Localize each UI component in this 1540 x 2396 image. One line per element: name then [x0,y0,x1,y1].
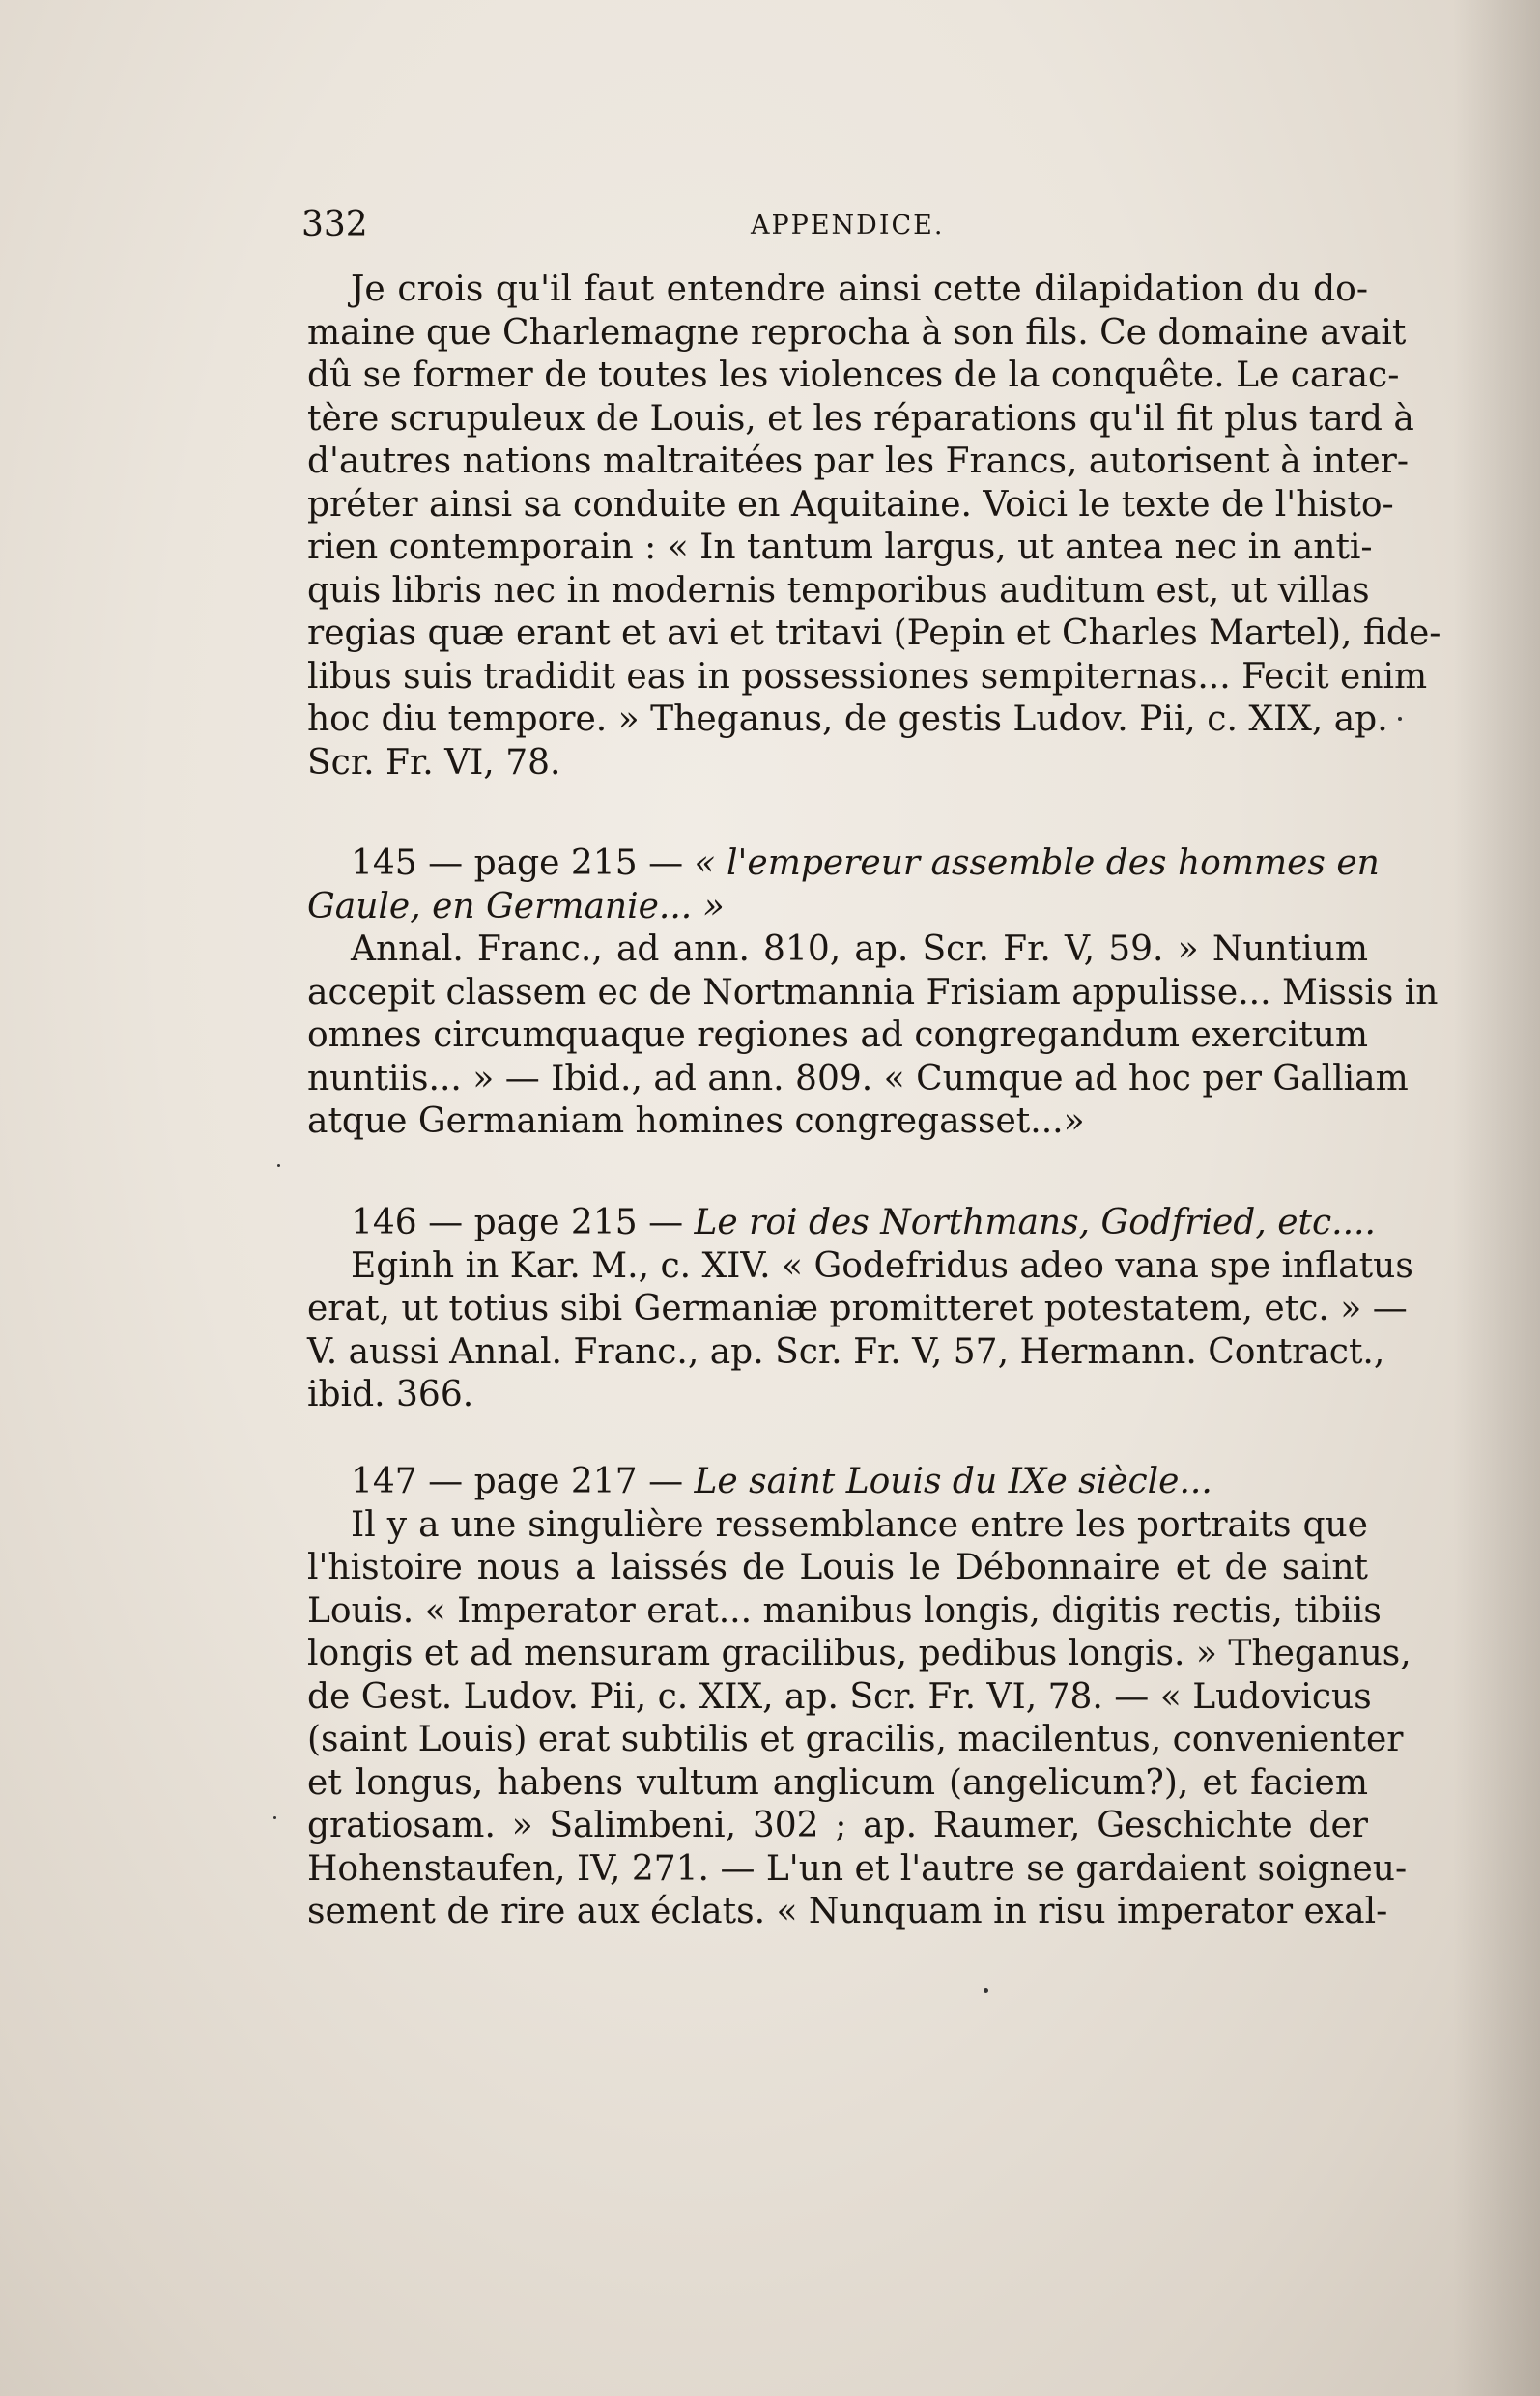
text-line: préter ainsi sa conduite en Aquitaine. Voici le texte de l'histo- [307,484,1394,525]
text-line: atque Germaniam homines congregasset...» [307,1101,1085,1141]
text-line: erat, ut totius sibi Germaniæ promitteret potestatem, etc. » — [307,1289,1408,1328]
note-number: 145 [351,843,417,883]
running-head: APPENDICE. [751,211,945,241]
text-line: ibid. 366. [307,1375,474,1414]
page-number: 332 [301,205,368,244]
note-147 [307,1461,1412,1934]
text-line: omnes circumquaque regiones ad congregandum exercitum [307,1015,1369,1055]
text-line: Hohenstaufen, IV, 271. — L'un et l'autre se gardaient soigneu- [307,1848,1408,1889]
text-line: (saint Louis) erat subtilis et gracilis, macilentus, convenienter [307,1720,1404,1759]
note-146 [307,1202,1413,1417]
text-line: gratiosam. » Salimbeni, 302 ; ap. Raumer, Geschichte der [307,1806,1368,1845]
text-line: sement de rire aux éclats. « Nunquam in risu imperator exal- [307,1892,1388,1931]
ink-speck [277,1164,280,1167]
text-line: hoc diu tempore. » Theganus, de gestis Ludov. Pii, c. XIX, ap. [307,699,1388,739]
note-page-ref: — page 215 — [416,843,695,883]
text-line: Louis. « Imperator erat... manibus longis, digitis rectis, tibiis [307,1590,1382,1631]
text-line: Scr. Fr. VI, 78. [307,742,561,783]
note-title-continued: Gaule, en Germanie... » [307,886,725,927]
text-line: de Gest. Ludov. Pii, c. XIX, ap. Scr. Fr. VI, 78. — « Ludovicus [307,1676,1372,1717]
text-line: tère scrupuleux de Louis, et les réparations qu'il fit plus tard à [307,398,1414,439]
note-heading [307,1461,1368,1504]
intro-paragraph [307,269,1441,784]
text-line: quis libris nec in modernis temporibus auditum est, ut villas [307,570,1370,611]
note-number: 146 [351,1203,417,1242]
note-number: 147 [351,1462,417,1501]
text-line: maine que Charlemagne reprocha à son fils. Ce domaine avait [307,312,1407,353]
page-header [301,205,1364,253]
text-line: et longus, habens vultum anglicum (angelicum?), et faciem [307,1762,1368,1803]
note-heading [307,842,1380,886]
text-line: Je crois qu'il faut entendre ainsi cette dilapidation du do- [351,270,1368,309]
text-line: nuntiis... » — Ibid., ad ann. 809. « Cumque ad hoc per Galliam [307,1058,1409,1098]
note-title: Le saint Louis du IXe siècle... [694,1462,1212,1501]
note-title: « l'empereur assemble des hommes en [694,843,1380,883]
page-edge-shadow [1453,0,1540,2396]
note-title: Le roi des Northmans, Godfried, etc.... [694,1203,1376,1242]
ink-speck [273,1816,276,1819]
text-line: longis et ad mensuram gracilibus, pedibus longis. » Theganus, [307,1634,1412,1673]
note-145 [307,842,1439,1144]
text-line: Annal. Franc., ad ann. 810, ap. Scr. Fr. V, 59. » Nuntium [351,929,1368,969]
text-line: accepit classem ec de Nortmannia Frisiam appulisse... Missis in [307,972,1439,1013]
text-line: d'autres nations maltraitées par les Francs, autorisent à inter- [307,442,1410,481]
text-line: l'histoire nous a laissés de Louis le Débonnaire et de saint [307,1548,1368,1587]
note-page-ref: — page 217 — [416,1462,695,1501]
text-line: Eginh in Kar. M., c. XIV. « Godefridus adeo vana spe inflatus [351,1245,1413,1286]
ink-speck [1398,717,1402,721]
text-line: regias quæ erant et avi et tritavi (Pepin et Charles Martel), fide- [307,613,1441,653]
text-line: libus suis tradidit eas in possessiones sempiternas... Fecit enim [307,656,1428,697]
note-page-ref: — page 215 — [416,1203,695,1242]
text-line: V. aussi Annal. Franc., ap. Scr. Fr. V, 57, Hermann. Contract., [307,1331,1385,1372]
text-line: rien contemporain : « In tantum largus, ut antea nec in anti- [307,528,1373,567]
text-line: Il y a une singulière ressemblance entre les portraits que [351,1504,1368,1545]
note-heading [307,1202,1376,1245]
text-line: dû se former de toutes les violences de la conquête. Le carac- [307,356,1400,395]
ink-speck [984,1988,988,1993]
